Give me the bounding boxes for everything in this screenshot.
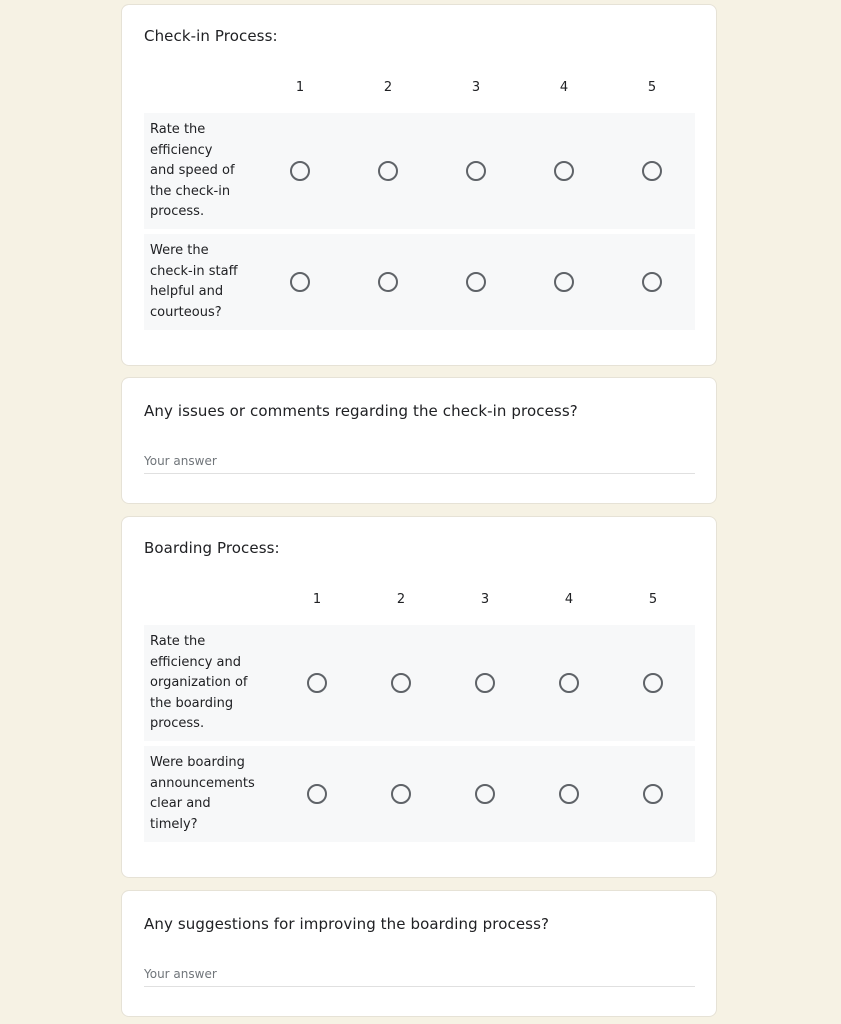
radio-option-2[interactable] (391, 673, 411, 693)
radio-option-5[interactable] (642, 272, 662, 292)
scale-label-1: 1 (312, 592, 322, 607)
answer-underline (144, 986, 695, 987)
scale-label-5: 5 (647, 80, 657, 95)
radio-option-2[interactable] (391, 784, 411, 804)
checkin-scale-header (144, 80, 695, 100)
radio-option-3[interactable] (475, 673, 495, 693)
checkin-grid-card (121, 4, 717, 366)
radio-option-1[interactable] (307, 784, 327, 804)
checkin-comments-input[interactable]: Your answer (144, 454, 217, 468)
checkin-comments-question: Any issues or comments regarding the check-in process? (144, 402, 578, 420)
radio-option-5[interactable] (643, 784, 663, 804)
radio-option-5[interactable] (642, 161, 662, 181)
checkin-row-efficiency (144, 113, 695, 229)
answer-underline (144, 473, 695, 474)
checkin-row-staff (144, 234, 695, 330)
radio-option-1[interactable] (290, 272, 310, 292)
boarding-grid-card (121, 516, 717, 878)
radio-option-4[interactable] (554, 272, 574, 292)
radio-option-4[interactable] (559, 784, 579, 804)
row-label: Rate the efficiency and speed of the check-in process. (150, 121, 235, 219)
boarding-scale-header (144, 592, 695, 612)
radio-option-4[interactable] (554, 161, 574, 181)
scale-label-3: 3 (480, 592, 490, 607)
radio-option-3[interactable] (466, 161, 486, 181)
scale-label-2: 2 (383, 80, 393, 95)
boarding-row-announcements (144, 746, 695, 842)
boarding-suggestions-input[interactable]: Your answer (144, 967, 217, 981)
row-label: Were the check-in staff helpful and courteous? (150, 243, 238, 320)
scale-label-3: 3 (471, 80, 481, 95)
radio-option-1[interactable] (290, 161, 310, 181)
checkin-section-title: Check-in Process: (144, 27, 278, 45)
scale-label-2: 2 (396, 592, 406, 607)
boarding-row-efficiency (144, 625, 695, 741)
radio-option-1[interactable] (307, 673, 327, 693)
radio-option-3[interactable] (475, 784, 495, 804)
scale-label-1: 1 (295, 80, 305, 95)
scale-label-4: 4 (564, 592, 574, 607)
row-label: Were boarding announcements clear and timely? (150, 755, 255, 832)
radio-option-2[interactable] (378, 161, 398, 181)
radio-option-5[interactable] (643, 673, 663, 693)
checkin-comments-card (121, 377, 717, 504)
row-label: Rate the efficiency and organization of the boarding process. (150, 633, 248, 731)
radio-option-2[interactable] (378, 272, 398, 292)
boarding-suggestions-question: Any suggestions for improving the boarding process? (144, 915, 550, 933)
scale-label-4: 4 (559, 80, 569, 95)
boarding-suggestions-card (121, 890, 717, 1017)
radio-option-3[interactable] (466, 272, 486, 292)
radio-option-4[interactable] (559, 673, 579, 693)
boarding-section-title: Boarding Process: (144, 539, 280, 557)
scale-label-5: 5 (648, 592, 658, 607)
